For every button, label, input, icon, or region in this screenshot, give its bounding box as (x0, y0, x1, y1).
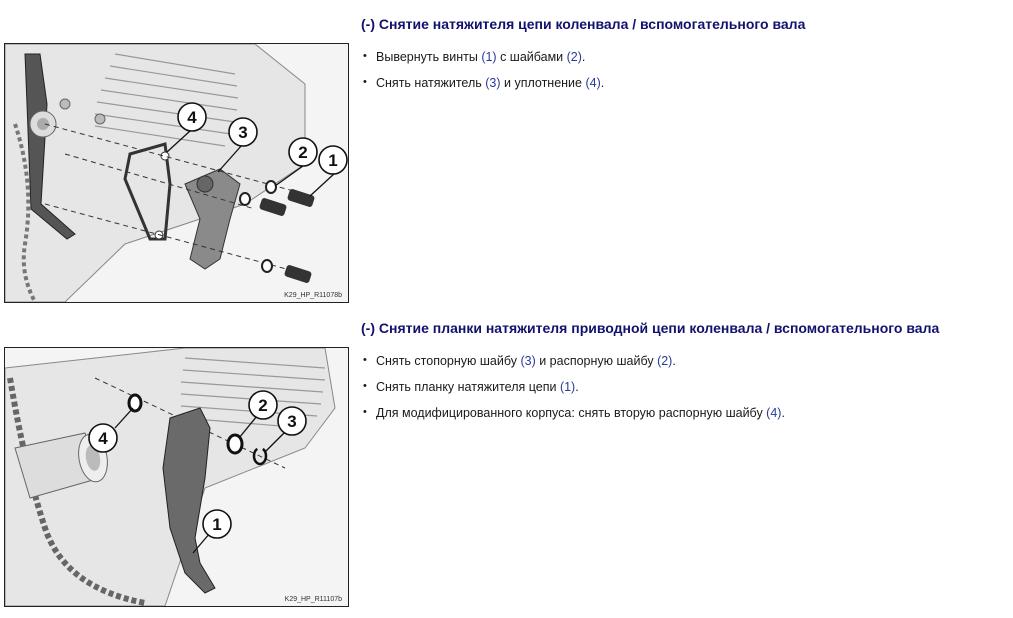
figure-tensioner-removal (4, 43, 349, 303)
svg-text:4: 4 (98, 429, 108, 448)
engine-illustration-2 (5, 348, 348, 606)
list-item: • Снять натяжитель (3) и уплотнение (4). (363, 76, 605, 90)
svg-text:3: 3 (287, 412, 297, 431)
step-list (361, 353, 785, 431)
section-title: (-) Снятие планки натяжителя приводной цепи коленвала / вспомогательного вала (361, 320, 940, 336)
figure-rail-removal (4, 347, 349, 607)
step-list (361, 49, 604, 101)
svg-text:3: 3 (238, 123, 248, 142)
section-title: (-) Снятие натяжителя цепи коленвала / вспомогательного вала (361, 16, 806, 32)
list-item: • Вывернуть винты (1) с шайбами (2). (363, 50, 586, 64)
svg-text:1: 1 (212, 515, 222, 534)
callout-4 (178, 103, 206, 131)
list-item: • Снять стопорную шайбу (3) и распорную шайбу (2). (363, 354, 676, 368)
list-item: • Для модифицированного корпуса: снять вторую распорную шайбу (4). (363, 406, 785, 420)
svg-text:2: 2 (258, 396, 268, 415)
callout-1 (319, 146, 347, 174)
list-item: • Снять планку натяжителя цепи (1). (363, 380, 579, 394)
svg-text:4: 4 (187, 108, 197, 127)
callout-3 (278, 407, 306, 435)
svg-text:1: 1 (328, 151, 338, 170)
figure-code: K29_HP_R11078b (284, 292, 342, 299)
callout-2 (249, 391, 277, 419)
callout-4 (89, 424, 117, 452)
callout-1 (203, 510, 231, 538)
figure-code: K29_HP_R11107b (284, 596, 342, 603)
callout-3 (229, 118, 257, 146)
svg-text:2: 2 (298, 143, 308, 162)
engine-illustration-1 (5, 44, 348, 302)
callout-2 (289, 138, 317, 166)
